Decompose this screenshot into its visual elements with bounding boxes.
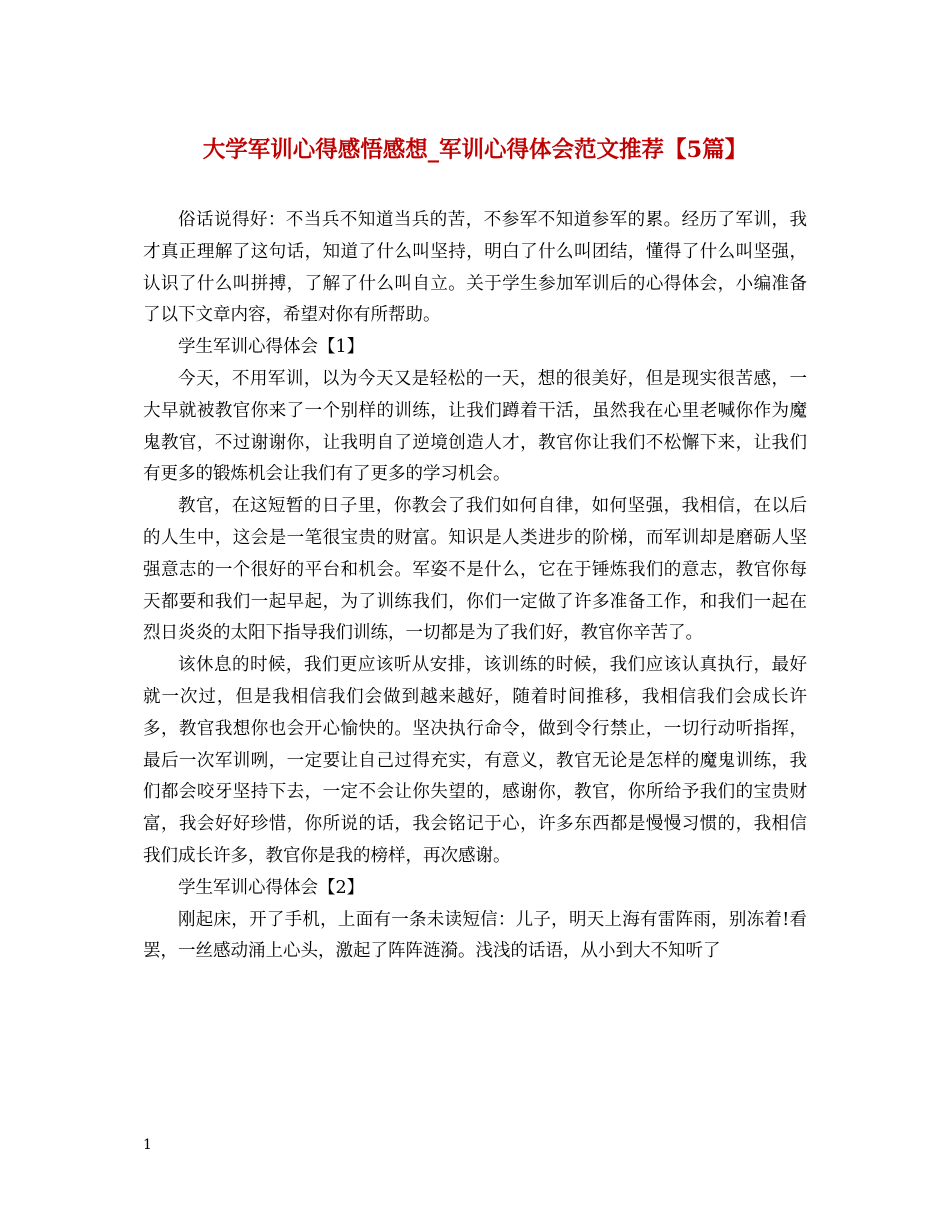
page-number: 1: [143, 1137, 152, 1153]
document-title: 大学军训心得感悟感想_军训心得体会范文推荐【5篇】: [202, 137, 748, 163]
body-paragraph: 今天，不用军训，以为今天又是轻松的一天，想的很美好，但是现实很苦感，一大早就被教官你来了一个别样的训练，让我们蹲着干活，虽然我在心里老喊你作为魔鬼教官，不过谢谢你，让我明自了逆境创造人才，教官你让我们不松懈下来，让我们有更多的锻炼机会让我们有了更多的学习机会。: [143, 368, 807, 485]
intro-paragraph: 俗话说得好：不当兵不知道当兵的苦，不参军不知道参军的累。经历了军训，我才真正理解了这句话，知道了什么叫坚持，明白了什么叫团结，懂得了什么叫坚强，认识了什么叫拼搏，了解了什么叫自立。关于学生参加军训后的心得体会，小编准备了以下文章内容，希望对你有所帮助。: [143, 210, 807, 326]
body-paragraph: 刚起床，开了手机，上面有一条未读短信：儿子，明天上海有雷阵雨，别冻着!看罢，一丝感动涌上心头，激起了阵阵涟漪。浅浅的话语，从小到大不知听了: [143, 909, 807, 962]
section-heading-1: 学生军训心得体会【1】: [178, 337, 365, 358]
body-paragraph: 该休息的时候，我们更应该听从安排，该训练的时候，我们应该认真执行，最好就一次过，但是我相信我们会做到越来越好，随着时间推移，我相信我们会成长许多，教官我想你也会开心愉快的。坚决执行命令，做到令行禁止，一切行动听指挥，最后一次军训咧，一定要让自己过得充实，有意义，教官无论是怎样的魔鬼训练，我们都会咬牙坚持下去，一定不会让你失望的，感谢你，教官，你所给予我们的宝贵财富，我会好好珍惜，你所说的话，我会铭记于心，许多东西都是慢慢习惯的，我相信我们成长许多，教官你是我的榜样，再次感谢。: [143, 655, 807, 866]
document-body: [143, 205, 807, 968]
body-paragraph: 教官，在这短暂的日子里，你教会了我们如何自律，如何坚强，我相信，在以后的人生中，这会是一笔很宝贵的财富。知识是人类进步的阶梯，而军训却是磨砺人坚强意志的一个很好的平台和机会。军姿不是什么，它在于锤炼我们的意志，教官你每天都要和我们一起早起，为了训练我们，你们一定做了许多准备工作，和我们一起在烈日炎炎的太阳下指导我们训练，一切都是为了我们好，教官你辛苦了。: [143, 496, 807, 644]
section-heading-2: 学生军训心得体会【2】: [178, 877, 365, 898]
